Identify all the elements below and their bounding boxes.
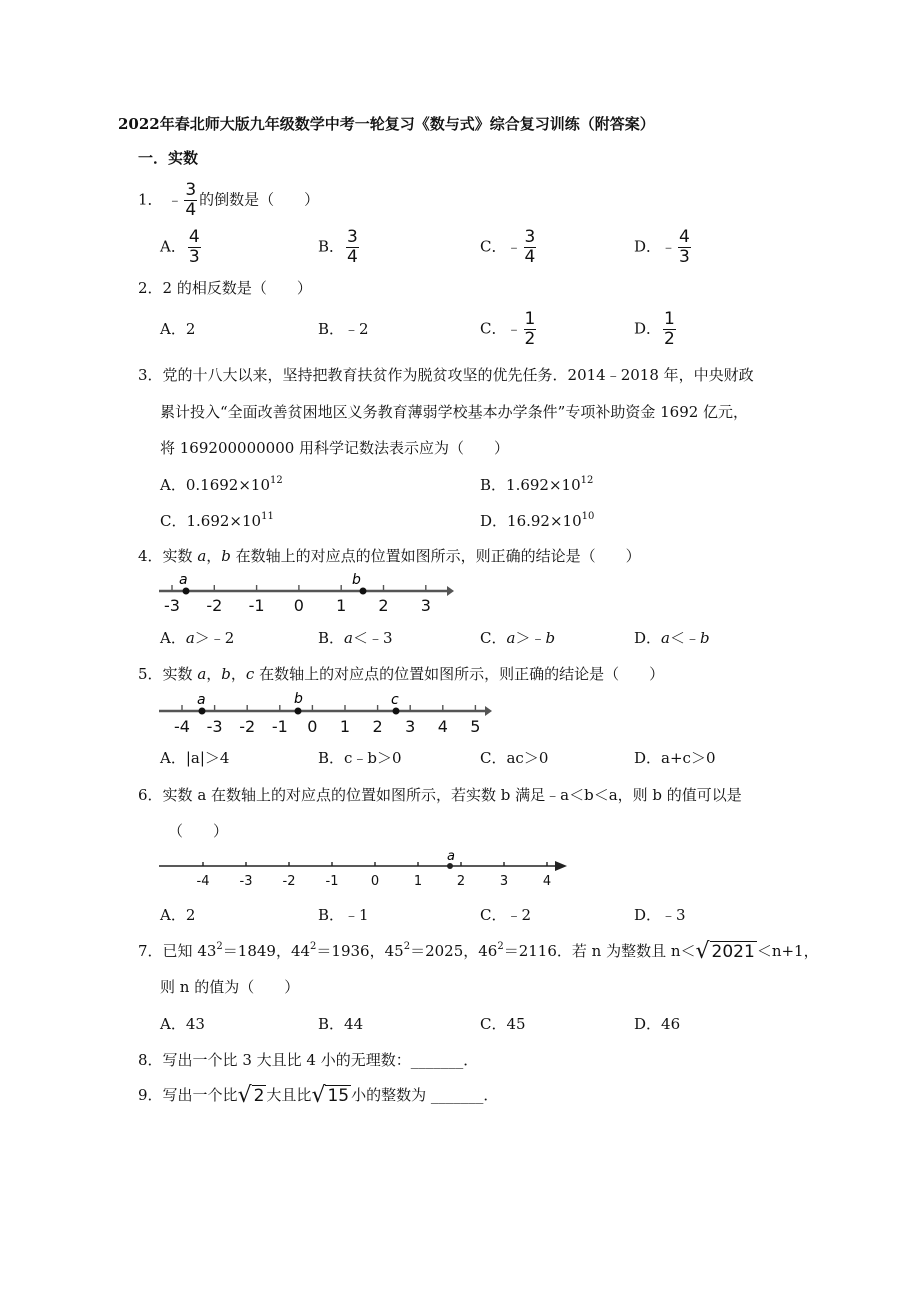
question-text: 的倒数是（ ） bbox=[199, 190, 320, 209]
option-c: C．﹣2 bbox=[480, 906, 532, 924]
option-a: A． $\frac{4}{3}$ bbox=[160, 227, 200, 267]
square-root: √ 2021 bbox=[695, 939, 755, 964]
option-a: A．43 bbox=[160, 1015, 205, 1033]
option-d: D．a＜﹣b bbox=[634, 629, 710, 647]
axis-tick-label: -2 bbox=[239, 717, 256, 736]
option-b: B． $\frac{3}{4}$ bbox=[318, 227, 358, 267]
question-5: 5．实数 a，b，c 在数轴上的对应点的位置如图所示，则正确的结论是（ ） bbox=[138, 665, 665, 683]
question-9: 9．写出一个比 √ 2 大且比 √ 15 小的整数为 _______． bbox=[138, 1083, 499, 1108]
option-c: C．ac＞0 bbox=[480, 749, 549, 767]
question-6-line-2: （ ） bbox=[168, 822, 229, 840]
square-root: √ 15 bbox=[311, 1083, 350, 1108]
point-b bbox=[295, 708, 302, 715]
axis-tick-label: -2 bbox=[206, 596, 223, 615]
axis-tick-label: -2 bbox=[282, 874, 296, 889]
axis-tick-label: -3 bbox=[239, 874, 253, 889]
axis-arrow bbox=[555, 861, 567, 871]
question-7-line-2: 则 n 的值为（ ） bbox=[160, 978, 300, 996]
axis-tick-label: 0 bbox=[370, 874, 380, 889]
axis-tick-label: 2 bbox=[456, 874, 466, 889]
page-title: 2022年春北师大版九年级数学中考一轮复习《数与式》综合复习训练（附答案） bbox=[118, 115, 655, 133]
axis-tick-label: -3 bbox=[206, 717, 223, 736]
point-b bbox=[360, 588, 367, 595]
question-3-line-3: 将 169200000000 用科学记数法表示应为（ ） bbox=[160, 439, 510, 457]
option-d: D．﹣3 bbox=[634, 906, 686, 924]
question-number: 1． bbox=[138, 190, 163, 209]
option-d: D．$16.92\times 10^{10}$ bbox=[480, 511, 595, 530]
option-b: B．c﹣b＞0 bbox=[318, 749, 402, 767]
question-8: 8．写出一个比 3 大且比 4 小的无理数：_______． bbox=[138, 1051, 479, 1069]
option-b: B．a＜﹣3 bbox=[318, 629, 393, 647]
axis-tick-label: 4 bbox=[437, 717, 448, 736]
option-d: D．46 bbox=[634, 1015, 681, 1033]
point-a-label: a bbox=[197, 692, 206, 708]
option-b: B．﹣2 bbox=[318, 320, 369, 338]
axis-tick-label: 3 bbox=[499, 874, 509, 889]
axis-arrow bbox=[485, 706, 492, 716]
point-a-label: a bbox=[179, 573, 188, 588]
point-a bbox=[199, 708, 206, 715]
axis-tick-label: 4 bbox=[542, 874, 552, 889]
point-a-label: a bbox=[447, 850, 455, 864]
point-c-label: c bbox=[391, 692, 399, 708]
axis-tick-label: 2 bbox=[378, 596, 389, 615]
axis-tick-label: 3 bbox=[420, 596, 431, 615]
option-a: A．$0.1692\times 10^{12}$ bbox=[160, 475, 283, 494]
option-c: C．﹣ $\frac{3}{4}$ bbox=[480, 227, 536, 267]
option-d: D．﹣ $\frac{4}{3}$ bbox=[634, 227, 690, 267]
axis-tick-label: 1 bbox=[339, 717, 351, 736]
option-c: C．a＞﹣b bbox=[480, 629, 556, 647]
option-c: C．$1.692\times 10^{11}$ bbox=[160, 511, 274, 530]
fraction: $\frac{3}{4}$ bbox=[185, 180, 197, 220]
number-line-q4 bbox=[155, 573, 455, 615]
question-7-line-1: 7．已知 $43^2=1849$，$44^2=1936$，$45^2=2025$，$46^2=2116$．若 n 为整数且 n＜ √ 2021 ＜n+1， bbox=[138, 939, 819, 964]
question-1 bbox=[138, 181, 319, 220]
axis-arrow bbox=[447, 586, 454, 596]
number-line-q6 bbox=[155, 850, 575, 890]
axis-tick-label: -1 bbox=[325, 874, 339, 889]
question-6-line-1: 6．实数 a 在数轴上的对应点的位置如图所示，若实数 b 满足﹣a＜b＜a，则 b 的值可以是 bbox=[138, 786, 742, 804]
point-b-label: b bbox=[294, 691, 303, 707]
axis-tick-label: 5 bbox=[470, 717, 481, 736]
axis-tick-label: 0 bbox=[307, 717, 318, 736]
axis-tick-label: -4 bbox=[174, 717, 190, 736]
axis-tick-label: 1 bbox=[413, 874, 423, 889]
option-a: A．2 bbox=[160, 320, 196, 338]
axis-tick-label: 0 bbox=[293, 596, 304, 615]
square-root: √ 2 bbox=[237, 1083, 265, 1108]
section-heading: 一．实数 bbox=[138, 149, 199, 167]
option-d: D． $\frac{1}{2}$ bbox=[634, 309, 675, 349]
axis-tick-label: -1 bbox=[271, 717, 288, 736]
minus-sign: ﹣ bbox=[167, 190, 183, 209]
option-d: D．a+c＞0 bbox=[634, 749, 716, 767]
option-c: C．45 bbox=[480, 1015, 526, 1033]
option-a: A．|a|＞4 bbox=[160, 749, 230, 767]
number-line-q5 bbox=[155, 690, 500, 736]
axis-tick-label: -1 bbox=[248, 596, 265, 615]
point-a bbox=[183, 588, 190, 595]
axis-tick-label: 2 bbox=[372, 717, 383, 736]
axis-tick-label: -4 bbox=[196, 874, 210, 889]
question-4: 4．实数 a，b 在数轴上的对应点的位置如图所示，则正确的结论是（ ） bbox=[138, 547, 641, 565]
question-3-line-2: 累计投入“全面改善贫困地区义务教育薄弱学校基本办学条件”专项补助资金 1692 亿元， bbox=[160, 403, 749, 421]
option-b: B．$1.692\times 10^{12}$ bbox=[480, 475, 594, 494]
option-a: A．a＞﹣2 bbox=[160, 629, 235, 647]
option-a: A．2 bbox=[160, 906, 196, 924]
question-2: 2．2 的相反数是（ ） bbox=[138, 279, 312, 297]
axis-tick-label: 3 bbox=[405, 717, 416, 736]
question-3-line-1: 3．党的十八大以来，坚持把教育扶贫作为脱贫攻坚的优先任务．2014﹣2018 年，中央财政 bbox=[138, 366, 754, 384]
axis-tick-label: 1 bbox=[336, 596, 347, 615]
option-c: C．﹣ $\frac{1}{2}$ bbox=[480, 309, 536, 349]
point-c bbox=[393, 708, 400, 715]
point-b-label: b bbox=[352, 573, 361, 588]
option-b: B．44 bbox=[318, 1015, 364, 1033]
axis-tick-label: -3 bbox=[164, 596, 180, 615]
option-b: B．﹣1 bbox=[318, 906, 369, 924]
